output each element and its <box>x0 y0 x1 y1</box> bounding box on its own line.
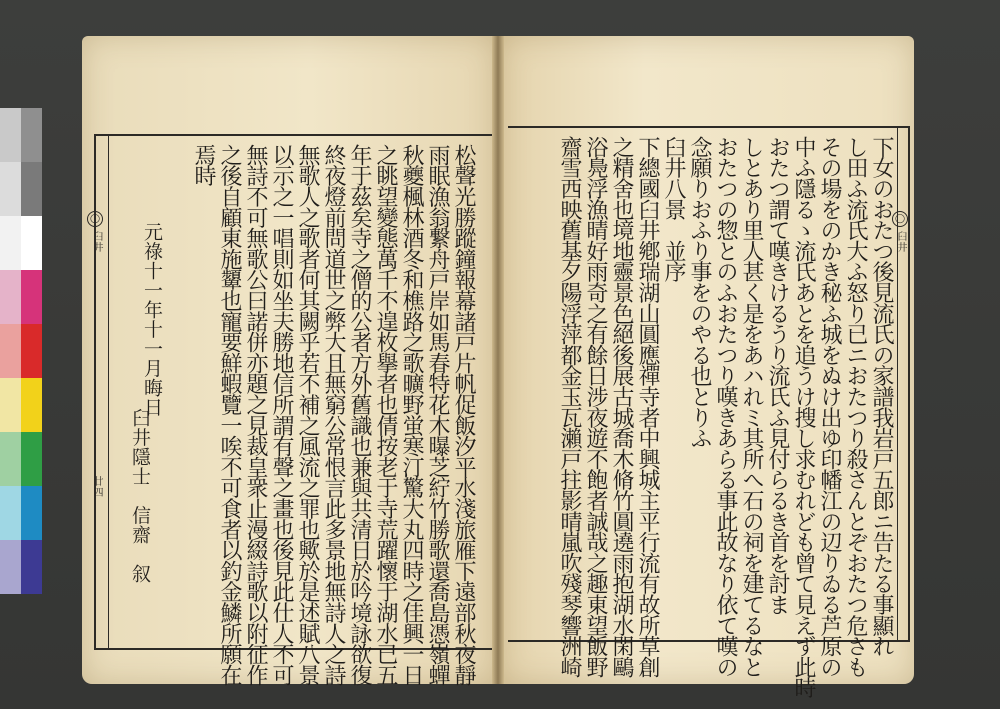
color-swatch <box>0 162 21 216</box>
color-swatch <box>0 432 21 486</box>
right-text-column: 齋雪西映舊基夕陽浮萍都金玉瓦瀨戸拄影晴嵐吹殘琴響洲崎 <box>557 136 582 677</box>
right-text-column: 之精舍也境地靈景色絕後展古城喬木脩竹圓遶雨抱湖水閑鷗 <box>609 136 634 677</box>
right-text-column: 浴鳧浮漁晴好雨奇之有餘日涉夜遊不飽者誠哉之趣東望飯野 <box>583 136 608 677</box>
right-text-column: しとあり里人甚く是をあハれミ其所へ石の祠を建てるなと <box>739 136 764 677</box>
right-text-column: し田ふ流氏大ふ怒り已ニおたつり殺さんとぞおたつ危さも <box>843 136 868 677</box>
color-swatch <box>0 270 21 324</box>
left-text-column: 雨眠漁翁繋舟戸岸如馬春特花木曝芝紵竹勝歌還喬島憑嶺蟬 <box>425 144 450 685</box>
right-text-column: 中ふ隱るゝ流氏あとを追うけ搜し求むれども曾て見えず此時 <box>791 136 816 698</box>
open-book <box>82 36 914 698</box>
right-text-column: 下女のおたつ後見流氏の家譜我岩戸五郎ニ告たる事顯れ <box>869 136 894 657</box>
color-swatch <box>0 324 21 378</box>
signature-line: 臼井隱士 信齋 叙 <box>129 408 151 584</box>
left-text-column: 秋夔楓林酒冬和樵路之歌曠野蛍寒汀驚大丸四時之佳興一日 <box>399 144 424 685</box>
color-calibration-strip <box>0 108 42 596</box>
left-page-mark-icon: ◯ <box>87 211 103 227</box>
left-hashira-top: 臼井 <box>91 231 102 253</box>
left-text-column: 松聲光勝蹤鐘報幕諸戸片帆促飯汐平水淺旅雁下遠部秋夜靜 <box>451 144 476 685</box>
color-swatch <box>0 108 21 162</box>
right-text-column: おたつの惣とのふおたつり嘆きあらる事此故なり依て嘆の <box>713 136 738 677</box>
right-text-column: おたつ謂て嘆きけるうり流氏ふ見付らるき首を討ま <box>765 136 790 615</box>
color-swatch <box>21 162 42 216</box>
right-hashira-top: 臼井 <box>895 231 906 253</box>
right-text-column: 下總國臼井鄕瑞湖山圓應禪寺者中興城主平行流有故所草創 <box>635 136 660 677</box>
left-text-column: 無詩不可無歌公曰諾併亦題之見裁皇衆止漫綴詩歌以附征作 <box>243 144 268 685</box>
book-gutter <box>492 36 504 684</box>
color-swatch <box>0 540 21 594</box>
color-swatch <box>21 108 42 162</box>
left-hashira-bottom: 廿四 <box>91 476 102 498</box>
color-swatch <box>0 486 21 540</box>
color-swatch <box>21 216 42 270</box>
section-heading: 臼井八景 並序 <box>661 136 686 282</box>
left-text-column: 終夜燈前問道世之弊大且無窮公常恨言此多景地無詩人之詩 <box>321 144 346 685</box>
left-text-column: 之眺望變態萬千不遑枚擧者也倩按老于寺荒躍懷于湖水已五 <box>373 144 398 685</box>
color-swatch <box>21 378 42 432</box>
color-swatch <box>21 432 42 486</box>
left-text-column: 焉時 <box>191 144 216 186</box>
right-text-column: その場をのかき秘ふ城をぬけ出ゆ印幡江の辺りゐる芦原の <box>817 136 842 677</box>
color-swatch <box>0 216 21 270</box>
color-swatch <box>0 378 21 432</box>
left-text-column: 以示之一唱則如坐夫勝地信所謂有聲之畫也後見此仕人不可 <box>269 144 294 685</box>
left-text-column: 無歌人之歌者何其闕乎若不補之風流之罪也歟於是述賦八景 <box>295 144 320 685</box>
color-swatch <box>21 486 42 540</box>
left-text-column: 年于茲矣寺之僧的公者方外舊識也兼與共清日於吟境詠欲復 <box>347 144 372 685</box>
color-swatch <box>21 270 42 324</box>
right-text-column: 念願りおふり事をのやる也とりふ <box>687 136 712 449</box>
color-swatch <box>21 324 42 378</box>
date-line: 元祿十一年十一月晦日 <box>141 222 163 417</box>
right-page-mark-icon: ◯ <box>892 211 908 227</box>
left-text-column: 之後自顧東施顰也寵要鮮蝦覽一唉不可食者以釣金鱗所願在 <box>217 144 242 685</box>
color-swatch <box>21 540 42 594</box>
